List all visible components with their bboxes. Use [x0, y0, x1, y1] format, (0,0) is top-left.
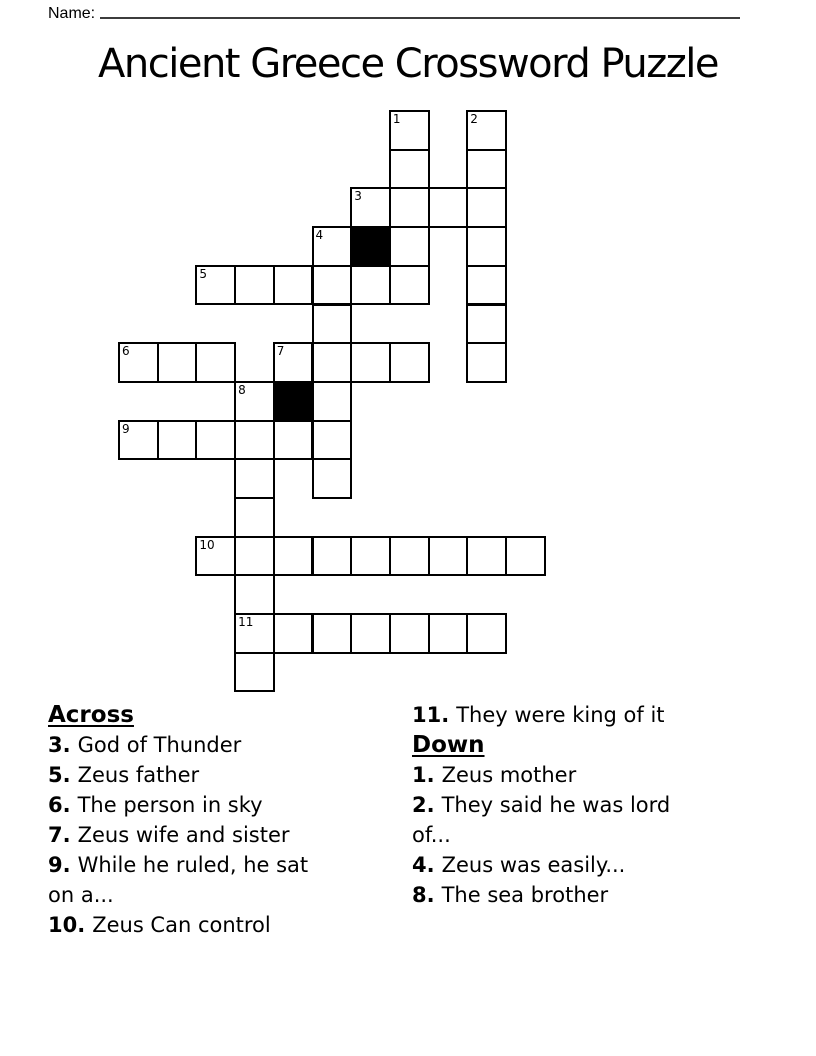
grid-cell-r6-c2[interactable] — [195, 342, 236, 383]
clue-text: While he ruled, he sat — [77, 853, 309, 877]
grid-cell-r13-c3[interactable] — [234, 613, 275, 654]
grid-cell-r11-c6[interactable] — [350, 536, 391, 577]
clue-text-line — [412, 880, 744, 910]
clue-number-label: 11. — [412, 703, 450, 727]
grid-cell-r4-c6[interactable] — [350, 265, 391, 306]
clue-number-label: 6. — [48, 793, 71, 817]
grid-cell-r11-c9[interactable] — [466, 536, 507, 577]
grid-cell-r7-c5[interactable] — [312, 381, 353, 422]
clue-text: Zeus was easily... — [441, 853, 626, 877]
clue-text: on a... — [48, 883, 114, 907]
grid-cell-r9-c5[interactable] — [312, 458, 353, 499]
crossword-grid — [118, 110, 548, 695]
grid-cell-r13-c6[interactable] — [350, 613, 391, 654]
grid-cell-r4-c9[interactable] — [466, 265, 507, 306]
clue-text-line — [48, 910, 386, 940]
clue-down-2 — [412, 790, 744, 850]
clue-text: Zeus wife and sister — [77, 823, 290, 847]
grid-cell-r2-c7[interactable] — [389, 187, 430, 228]
grid-cell-r13-c8[interactable] — [428, 613, 469, 654]
clue-text: They were king of it — [456, 703, 665, 727]
grid-cell-r8-c5[interactable] — [312, 420, 353, 461]
blocked-cell-r7-c4 — [273, 381, 314, 422]
page-title: Ancient Greece Crossword Puzzle — [98, 41, 718, 87]
clue-down-4 — [412, 850, 744, 880]
grid-cell-r0-c7[interactable] — [389, 110, 430, 151]
grid-cell-r14-c3[interactable] — [234, 652, 275, 693]
grid-cell-r12-c3[interactable] — [234, 574, 275, 615]
clue-number: 10 — [199, 537, 215, 552]
grid-cell-r11-c10[interactable] — [505, 536, 546, 577]
grid-cell-r13-c5[interactable] — [312, 613, 353, 654]
clues-column-left — [48, 700, 386, 940]
clue-text: Zeus father — [77, 763, 200, 787]
clue-number-label: 8. — [412, 883, 435, 907]
clue-number: 11 — [238, 615, 254, 630]
grid-cell-r4-c2[interactable] — [195, 265, 236, 306]
grid-cell-r5-c5[interactable] — [312, 304, 353, 345]
clue-text-line — [48, 850, 386, 880]
grid-cell-r3-c9[interactable] — [466, 226, 507, 267]
grid-cell-r10-c3[interactable] — [234, 497, 275, 538]
grid-cell-r3-c5[interactable] — [312, 226, 353, 267]
clue-number-label: 9. — [48, 853, 71, 877]
clue-text: Zeus mother — [441, 763, 577, 787]
clue-number: 9 — [122, 421, 130, 436]
clue-text: Zeus Can control — [92, 913, 271, 937]
clue-number: 2 — [470, 112, 478, 126]
grid-cell-r8-c1[interactable] — [157, 420, 198, 461]
clue-number: 8 — [238, 382, 246, 397]
clue-text-line — [48, 730, 386, 760]
clue-text-line — [412, 790, 744, 820]
grid-cell-r8-c0[interactable] — [118, 420, 159, 461]
grid-cell-r11-c5[interactable] — [312, 536, 353, 577]
grid-cell-r8-c2[interactable] — [195, 420, 236, 461]
clue-text-line — [48, 820, 386, 850]
clue-text-line — [412, 850, 744, 880]
grid-cell-r6-c5[interactable] — [312, 342, 353, 383]
grid-cell-r4-c5[interactable] — [312, 265, 353, 306]
clue-number: 7 — [276, 344, 285, 359]
grid-cell-r2-c8[interactable] — [428, 187, 469, 228]
grid-cell-r11-c3[interactable] — [234, 536, 275, 577]
clue-text-line — [412, 700, 744, 730]
clue-number-label: 1. — [412, 763, 435, 787]
clue-text: God of Thunder — [77, 733, 242, 757]
blocked-cell-r3-c6 — [350, 226, 391, 267]
clue-number: 3 — [354, 189, 362, 204]
clue-number-label: 4. — [412, 853, 435, 877]
grid-cell-r6-c1[interactable] — [157, 342, 198, 383]
clue-text-line — [412, 820, 744, 850]
clues-column-right — [412, 700, 744, 910]
name-fill-line[interactable] — [100, 2, 740, 19]
grid-cell-r1-c7[interactable] — [389, 149, 430, 190]
grid-cell-r11-c7[interactable] — [389, 536, 430, 577]
down-heading: Down — [412, 732, 485, 758]
clue-text-line — [48, 760, 386, 790]
grid-cell-r11-c4[interactable] — [273, 536, 314, 577]
clue-down-1 — [412, 760, 744, 790]
clue-text-line — [48, 790, 386, 820]
grid-cell-r1-c9[interactable] — [466, 149, 507, 190]
clue-number-label: 10. — [48, 913, 86, 937]
grid-cell-r2-c6[interactable] — [350, 187, 391, 228]
clue-text: They said he was lord — [441, 793, 671, 817]
grid-cell-r4-c7[interactable] — [389, 265, 430, 306]
clue-number: 4 — [315, 228, 324, 243]
clue-number-label: 2. — [412, 793, 435, 817]
clue-across-10 — [48, 910, 386, 940]
clue-number: 1 — [392, 112, 401, 126]
grid-cell-r6-c4[interactable] — [273, 342, 314, 383]
grid-cell-r2-c9[interactable] — [466, 187, 507, 228]
grid-cell-r13-c9[interactable] — [466, 613, 507, 654]
clue-across-6 — [48, 790, 386, 820]
grid-cell-r3-c7[interactable] — [389, 226, 430, 267]
clue-down-8 — [412, 880, 744, 910]
clue-across-7 — [48, 820, 386, 850]
clue-number-label: 3. — [48, 733, 71, 757]
grid-cell-r6-c9[interactable] — [466, 342, 507, 383]
name-label: Name: — [48, 5, 96, 22]
grid-cell-r7-c3[interactable] — [234, 381, 275, 422]
grid-cell-r8-c4[interactable] — [273, 420, 314, 461]
across-heading: Across — [48, 702, 134, 728]
grid-cell-r6-c7[interactable] — [389, 342, 430, 383]
clue-number: 5 — [199, 266, 208, 281]
clue-text-line — [412, 760, 744, 790]
clue-number: 6 — [122, 344, 130, 359]
grid-cell-r6-c6[interactable] — [350, 342, 391, 383]
clue-across-5 — [48, 760, 386, 790]
grid-cell-r4-c4[interactable] — [273, 265, 314, 306]
clue-across-9 — [48, 850, 386, 910]
clue-across-3 — [48, 730, 386, 760]
clue-text: of... — [412, 823, 451, 847]
clue-text: The sea brother — [441, 883, 609, 907]
grid-cell-r8-c3[interactable] — [234, 420, 275, 461]
clue-number-label: 5. — [48, 763, 71, 787]
grid-cell-r11-c8[interactable] — [428, 536, 469, 577]
grid-cell-r0-c9[interactable] — [466, 110, 507, 151]
grid-cell-r13-c4[interactable] — [273, 613, 314, 654]
grid-cell-r13-c7[interactable] — [389, 613, 430, 654]
grid-cell-r4-c3[interactable] — [234, 265, 275, 306]
grid-cell-r11-c2[interactable] — [195, 536, 236, 577]
grid-cell-r6-c0[interactable] — [118, 342, 159, 383]
clue-text-line — [48, 880, 386, 910]
name-row — [48, 2, 740, 23]
clue-across-11 — [412, 700, 744, 730]
clue-number-label: 7. — [48, 823, 71, 847]
grid-cell-r9-c3[interactable] — [234, 458, 275, 499]
clue-text: The person in sky — [77, 793, 263, 817]
grid-cell-r5-c9[interactable] — [466, 304, 507, 345]
